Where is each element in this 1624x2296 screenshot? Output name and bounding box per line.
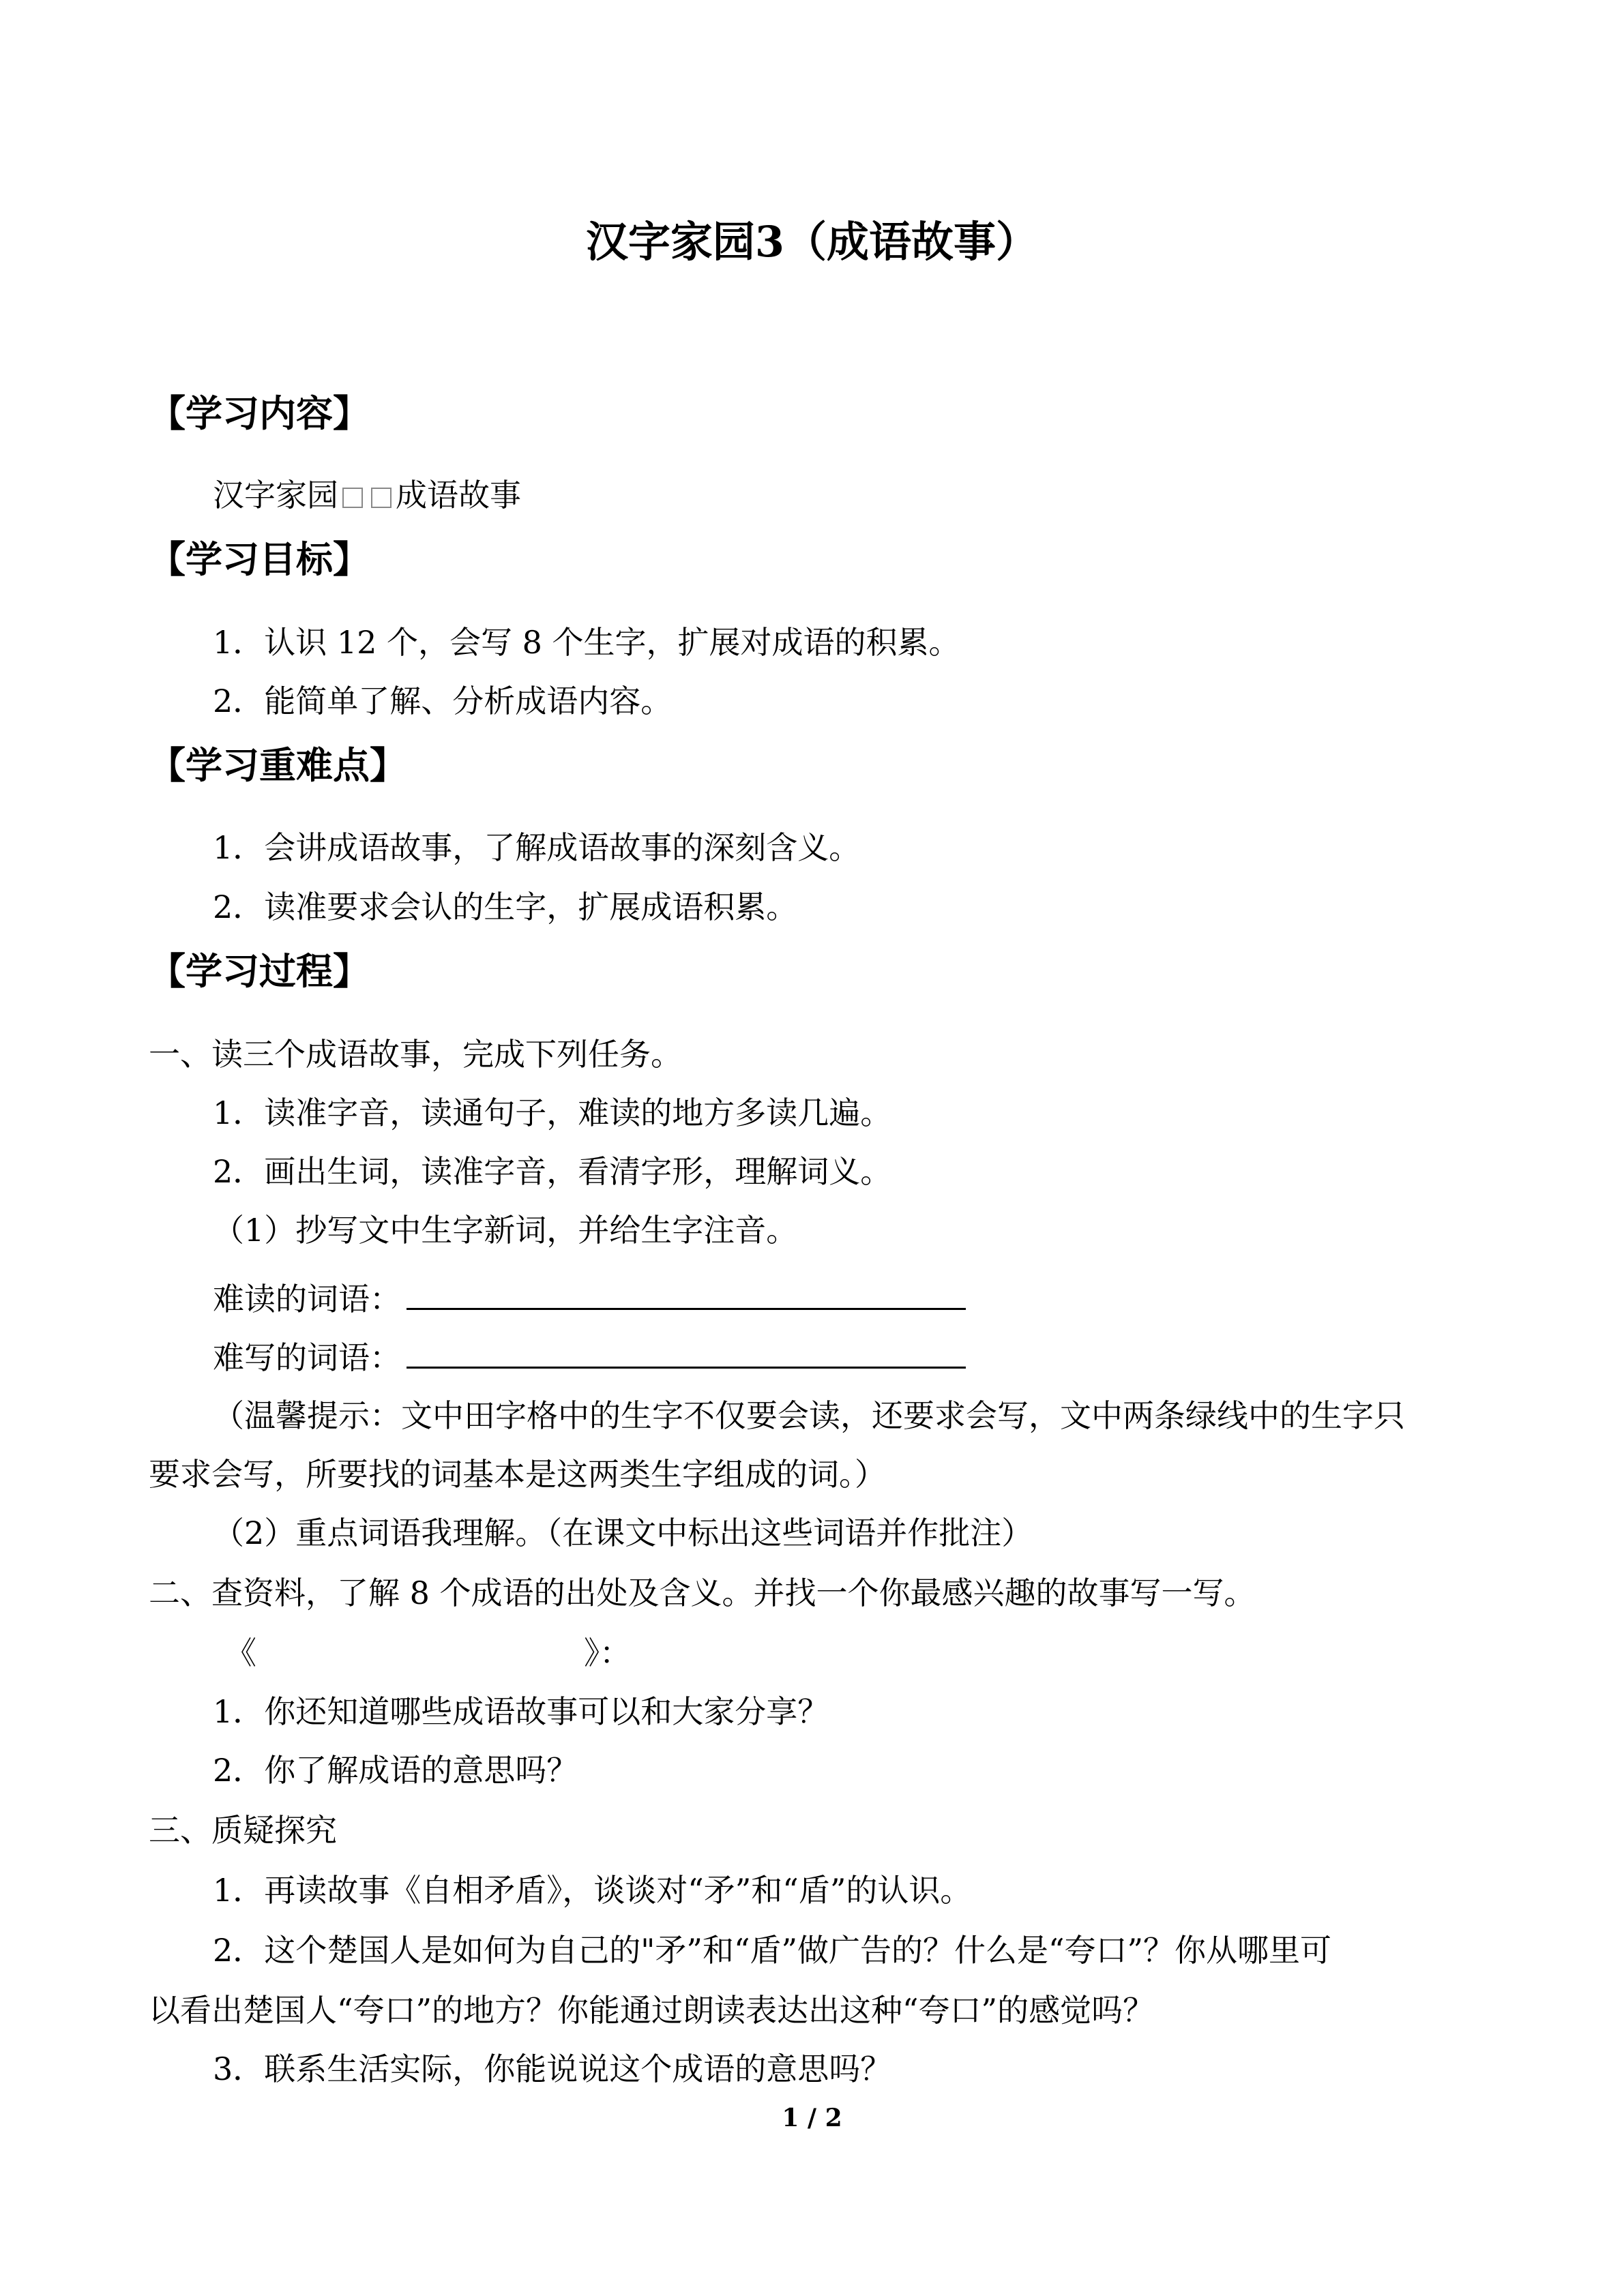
part1-title: 一、读三个成语故事，完成下列任务。 [149, 1036, 682, 1073]
part1-step1: 1．读准字音，读通句子，难读的地方多读几遍。 [213, 1094, 892, 1131]
goal-item: 2．能简单了解、分析成语内容。 [213, 683, 673, 719]
part3-q2-line2: 以看出楚国人“夸口”的地方？你能通过朗读表达出这种“夸口”的感觉吗？ [149, 1992, 1155, 2029]
book-open-mark: 《 [225, 1635, 256, 1671]
part3-title: 三、质疑探究 [149, 1812, 337, 1849]
content-suffix: 成语故事 [396, 477, 521, 513]
part1-sub2: （2）重点词语我理解。（在课文中标出这些词语并作批注） [213, 1515, 1033, 1551]
book-close-mark: 》： [584, 1635, 631, 1671]
content-prefix: 汉字家园 [213, 477, 338, 513]
section-heading-difficulties: 【学习重难点】 [149, 744, 407, 787]
section-heading-process: 【学习过程】 [149, 950, 370, 993]
hard-write-blank[interactable] [407, 1335, 966, 1369]
hard-write-label: 难写的词语： [213, 1339, 401, 1376]
hard-write-row [213, 1335, 966, 1378]
page-title: 汉字家园3（成语故事） [585, 217, 1039, 267]
difficulty-item: 1．会讲成语故事，了解成语故事的深刻含义。 [213, 829, 861, 866]
part2-title: 二、查资料，了解 8 个成语的出处及含义。并找一个你最感兴趣的故事写一写。 [149, 1575, 1256, 1611]
difficulty-item: 2．读准要求会认的生字，扩展成语积累。 [213, 889, 798, 925]
content-line [213, 475, 521, 516]
tip-line-2: 要求会写，所要找的词基本是这两类生字组成的词。） [149, 1456, 886, 1493]
part1-step2: 2．画出生词，读准字音，看清字形，理解词义。 [213, 1153, 892, 1190]
part3-q3: 3．联系生活实际，你能说说这个成语的意思吗？ [213, 2051, 892, 2087]
part3-q1: 1．再读故事《自相矛盾》，谈谈对“矛”和“盾”的认识。 [213, 1872, 972, 1909]
missing-glyph-box [371, 488, 392, 508]
hard-read-row [213, 1277, 966, 1320]
missing-glyph-box [342, 488, 363, 508]
section-heading-content: 【学习内容】 [149, 392, 370, 435]
section-heading-goals: 【学习目标】 [149, 538, 370, 581]
part2-q1: 1．你还知道哪些成语故事可以和大家分享？ [213, 1693, 829, 1730]
hard-read-blank[interactable] [407, 1277, 966, 1310]
tip-line-1: （温馨提示：文中田字格中的生字不仅要会读，还要求会写，文中两条绿线中的生字只 [213, 1397, 1405, 1434]
part1-sub1: （1）抄写文中生字新词，并给生字注音。 [213, 1212, 798, 1249]
book-title-row [225, 1632, 631, 1673]
part3-q2-line1: 2．这个楚国人是如何为自己的"矛”和“盾”做广告的？什么是“夸口”？你从哪里可 [213, 1932, 1332, 1969]
part2-q2: 2．你了解成语的意思吗？ [213, 1752, 578, 1789]
goal-item: 1．认识 12 个，会写 8 个生字，扩展对成语的积累。 [213, 624, 960, 661]
page-number: 1 / 2 [782, 2104, 842, 2132]
hard-read-label: 难读的词语： [213, 1281, 401, 1317]
